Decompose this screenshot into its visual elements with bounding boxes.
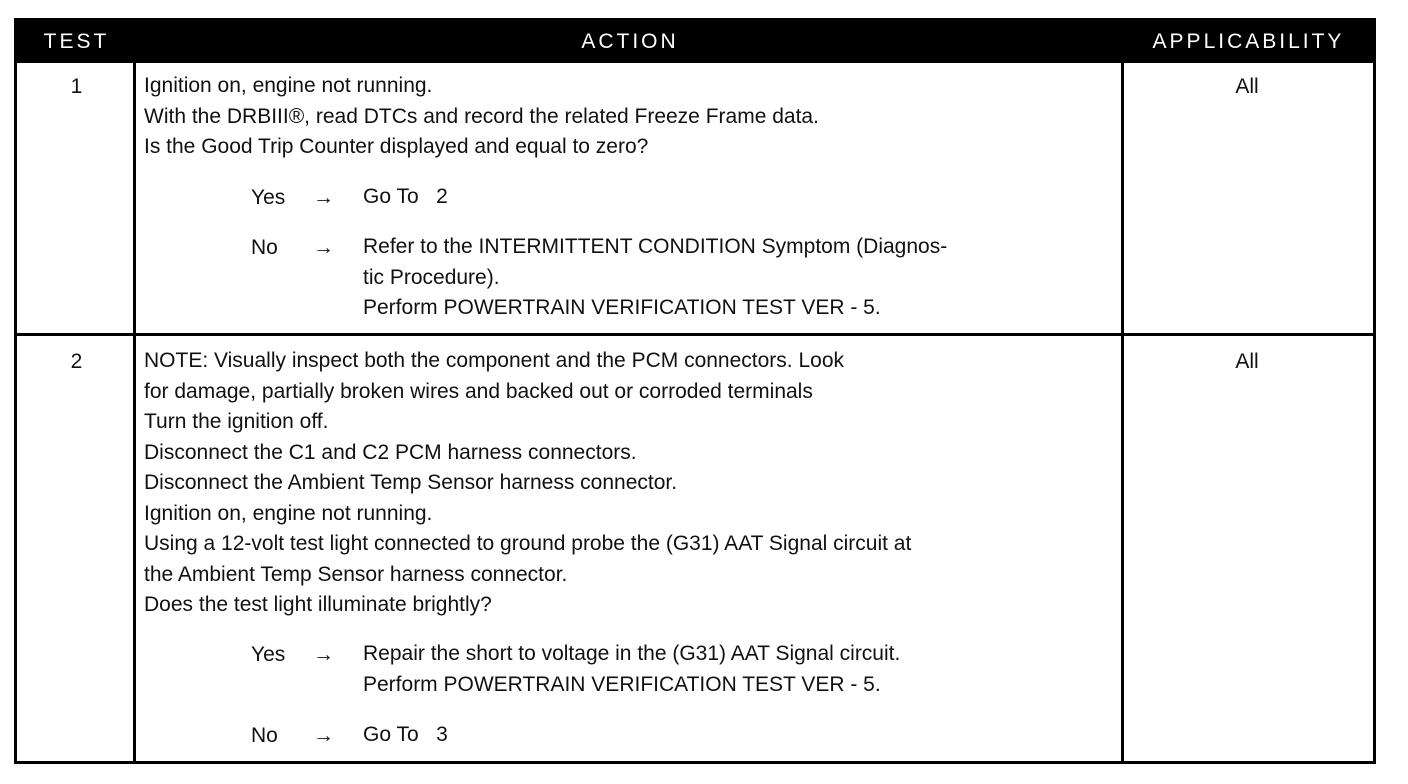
no-label: No: [251, 724, 278, 747]
yes-label: Yes: [251, 186, 286, 209]
row-divider: [17, 333, 1373, 336]
yes-response: Go To 2: [363, 185, 448, 208]
right-arrow-icon: →: [313, 186, 334, 209]
no-label: No: [251, 236, 278, 259]
applicability-value: All: [1235, 75, 1259, 98]
test-number: 2: [70, 350, 83, 373]
no-response: Refer to the INTERMITTENT CONDITION Symptom (Diagnos- tic Procedure). Perform POWERTRAIN VERIFICATION TEST VER - 5.: [363, 235, 948, 319]
right-arrow-icon: →: [313, 643, 334, 666]
header-test: TEST: [43, 30, 110, 53]
action-text: NOTE: Visually inspect both the component and the PCM connectors. Look for damage, partially broken wires and backed out or corroded terminals Turn the ignition off. Disconnect the C1 and C2 PCM harness connectors. Disconnect the Ambient Temp Sensor harness connector. Ignition on, engine not running. Using a 12-volt test light connected to ground probe the (G31) AAT Signal circuit at the Ambient Temp Sensor harness connector. Does the test light illuminate brightly?: [144, 349, 912, 616]
yes-label: Yes: [251, 643, 286, 666]
column-divider: [1121, 21, 1124, 761]
right-arrow-icon: →: [313, 724, 334, 747]
action-text: Ignition on, engine not running. With the DRBIII®, read DTCs and record the related Freeze Frame data. Is the Good Trip Counter displayed and equal to zero?: [144, 74, 819, 158]
table-header: [17, 21, 1373, 63]
no-response: Go To 3: [363, 723, 448, 746]
test-number: 1: [70, 75, 83, 98]
header-applicability: APPLICABILITY: [1152, 30, 1345, 53]
applicability-value: All: [1235, 350, 1259, 373]
yes-response: Repair the short to voltage in the (G31) AAT Signal circuit. Perform POWERTRAIN VERIFICATION TEST VER - 5.: [363, 642, 901, 696]
header-action: ACTION: [581, 30, 679, 53]
column-divider: [133, 21, 136, 761]
diagnostic-test-table: [14, 18, 1376, 764]
right-arrow-icon: →: [313, 236, 334, 259]
